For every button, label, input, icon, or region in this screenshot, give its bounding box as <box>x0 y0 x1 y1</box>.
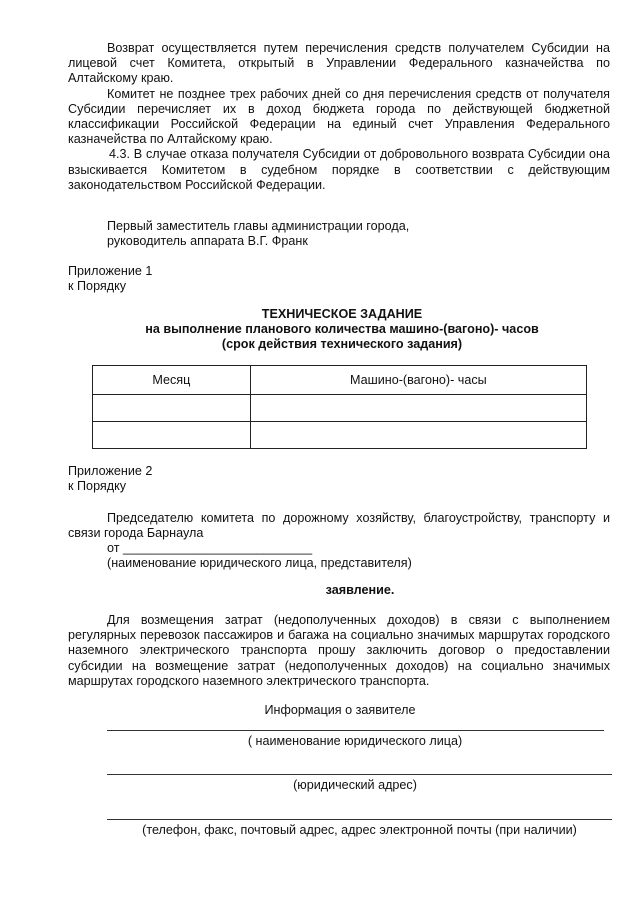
field-caption-name: ( наименование юридического лица) <box>247 734 463 748</box>
applicant-info-heading: Информация о заявителе <box>264 703 416 717</box>
tech-task-title-line3: (срок действия технического задания) <box>221 337 463 352</box>
table-header-month: Месяц <box>93 366 251 395</box>
paragraph-4-3: 4.3. В случае отказа получателя Субсидии от добровольного возврата Субсидии она взыскивается Комитетом в судебном порядке в соответствии с действующим законодательством Российской Федерации. <box>68 147 610 192</box>
field-caption-contacts: (телефон, факс, почтовый адрес, адрес электронной почты (при наличии) <box>142 823 577 837</box>
signature-name: руководитель аппарата В.Г. Франк <box>107 234 308 249</box>
from-block <box>107 541 587 571</box>
appendix2-label <box>68 464 610 494</box>
appendix2-reference: к Порядку <box>68 479 127 494</box>
tech-task-title-line1: ТЕХНИЧЕСКОЕ ЗАДАНИЕ <box>261 307 423 321</box>
appendix1-reference: к Порядку <box>68 279 127 294</box>
appendix2-number: Приложение 2 <box>68 464 153 478</box>
field-line-address <box>107 774 612 775</box>
table-cell <box>250 395 586 422</box>
table-row <box>93 395 587 422</box>
table-cell <box>250 422 586 449</box>
statement-paragraph: Для возмещения затрат (недополученных доходов) в связи с выполнением регулярных перевозок пассажиров и багажа на социально значимых маршрутах городского наземного электрического транспорта прошу заключить договор о предоставлении субсидии на возмещение затрат (недополученных доходов) на социально значимых маршрутах городского наземного электрического транспорта. <box>68 613 610 688</box>
addressee-paragraph: Председателю комитета по дорожному хозяйству, благоустройству, транспорту и связи города Барнаула <box>68 511 610 541</box>
from-line: от ___________________________ <box>107 541 313 555</box>
statement-heading: заявление. <box>325 583 395 597</box>
table-cell <box>93 422 251 449</box>
signature-block <box>107 219 587 249</box>
from-caption: (наименование юридического лица, представителя) <box>107 556 412 571</box>
paragraph-transfer-deadline: Комитет не позднее трех рабочих дней со дня перечисления средств от получателя Субсидии перечисляет их в доход бюджета города по действующей бюджетной классификации Российской Федерации на единый счет Управления Федерального казначейства по Алтайскому краю. <box>68 86 610 147</box>
tech-task-title <box>92 307 592 353</box>
appendix1-number: Приложение 1 <box>68 264 153 278</box>
statement-body <box>68 613 610 689</box>
table-row <box>93 422 587 449</box>
field-caption-address: (юридический адрес) <box>293 778 417 792</box>
tech-task-table <box>92 365 587 449</box>
appendix1-label <box>68 264 610 294</box>
table-cell <box>93 395 251 422</box>
top-paragraphs <box>68 41 610 193</box>
addressee-block <box>68 511 610 541</box>
field-line-name <box>107 730 604 731</box>
table-header-hours: Машино-(вагоно)- часы <box>250 366 586 395</box>
signature-position: Первый заместитель главы администрации города, <box>107 219 410 233</box>
table-header-row <box>93 366 587 395</box>
paragraph-refund-method: Возврат осуществляется путем перечисления средств получателем Субсидии на лицевой счет Комитета, открытый в Управлении Федерального казначейства по Алтайскому краю. <box>68 41 610 86</box>
field-line-contacts <box>107 819 612 820</box>
tech-task-title-line2: на выполнение планового количества машино-(вагоно)- часов <box>145 322 539 337</box>
